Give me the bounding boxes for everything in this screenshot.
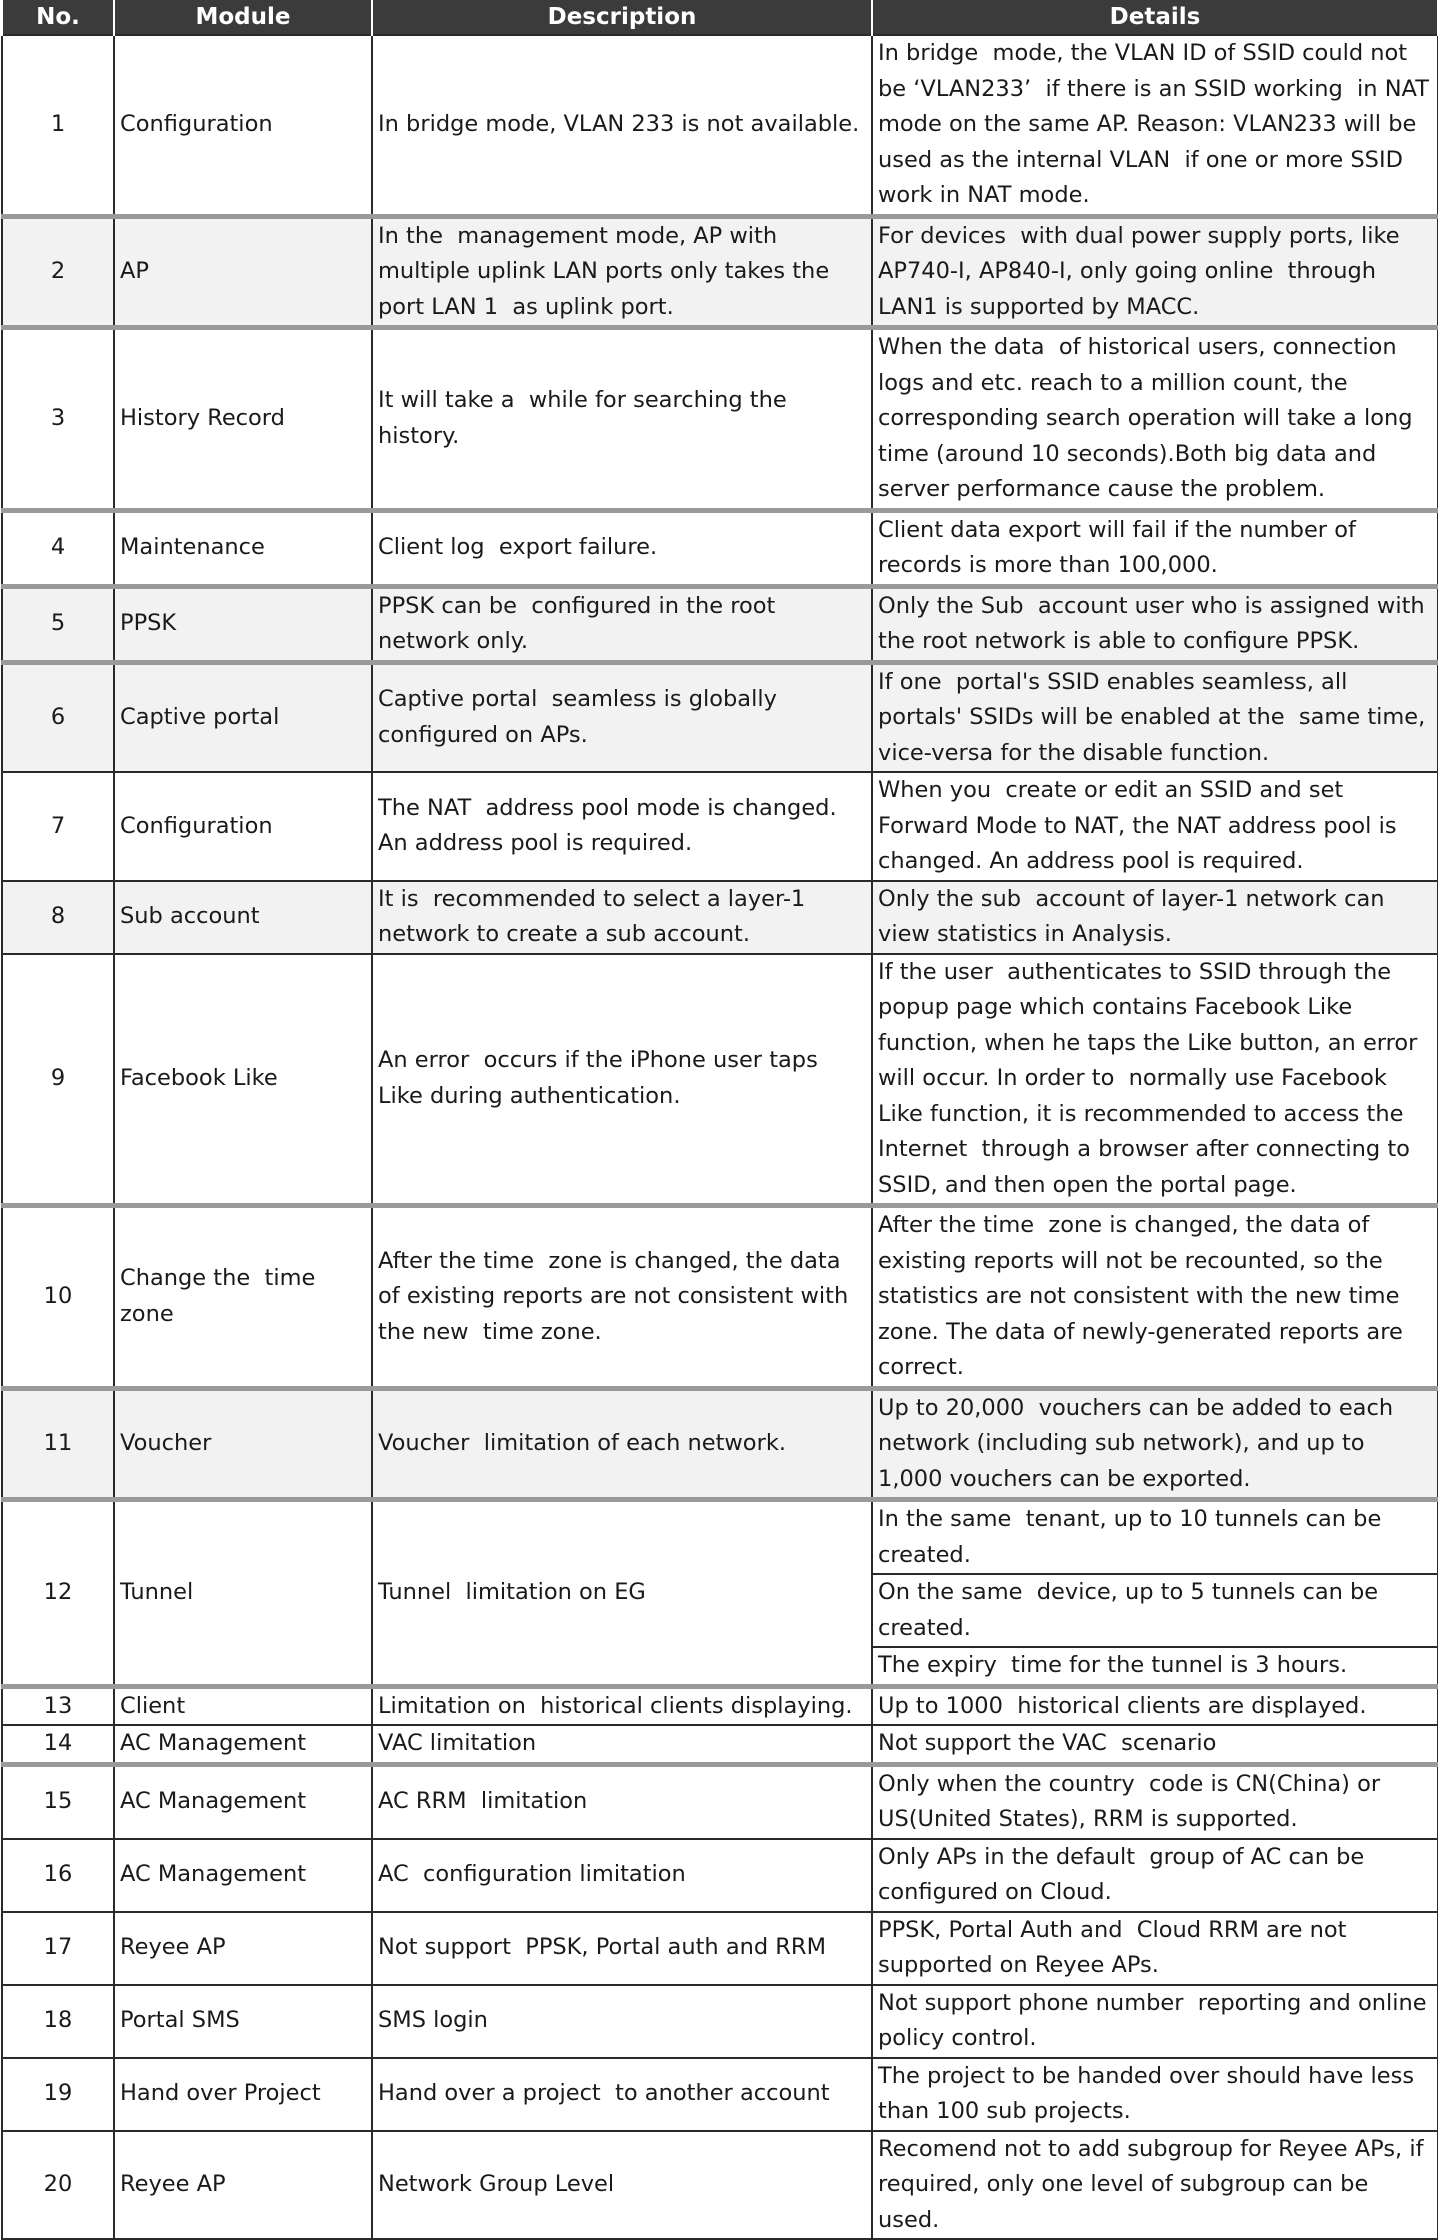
row-description: In bridge mode, VLAN 233 is not available. (372, 35, 872, 216)
row-number: 17 (2, 1912, 114, 1985)
row-number: 6 (2, 662, 114, 772)
header-module: Module (114, 0, 372, 35)
row-description: Not support PPSK, Portal auth and RRM (372, 1912, 872, 1985)
row-module: Reyee AP (114, 1912, 372, 1985)
row-number: 2 (2, 216, 114, 328)
row-module: Client (114, 1686, 372, 1725)
row-details: PPSK, Portal Auth and Cloud RRM are not supported on Reyee APs. (872, 1912, 1438, 1985)
table-row (2, 510, 1438, 586)
table-row (2, 1500, 1438, 1575)
row-description: Hand over a project to another account (372, 2058, 872, 2131)
row-module: Voucher (114, 1388, 372, 1500)
row-module: Reyee AP (114, 2131, 372, 2240)
row-details: Only the Sub account user who is assigned with the root network is able to configure PPSK. (872, 586, 1438, 662)
table-row (2, 1985, 1438, 2058)
row-details: Not support phone number reporting and online policy control. (872, 1985, 1438, 2058)
row-description: Voucher limitation of each network. (372, 1388, 872, 1500)
row-details: Recomend not to add subgroup for Reyee APs, if required, only one level of subgroup can be used. (872, 2131, 1438, 2240)
row-description: In the management mode, AP with multiple uplink LAN ports only takes the port LAN 1 as uplink port. (372, 216, 872, 328)
row-module: Tunnel (114, 1500, 372, 1687)
row-number: 10 (2, 1206, 114, 1389)
row-number: 1 (2, 35, 114, 216)
row-details: The project to be handed over should have less than 100 sub projects. (872, 2058, 1438, 2131)
row-number: 20 (2, 2131, 114, 2240)
row-number: 11 (2, 1388, 114, 1500)
header-row (2, 0, 1438, 35)
row-number: 8 (2, 881, 114, 954)
row-details: In bridge mode, the VLAN ID of SSID could not be ‘VLAN233’ if there is an SSID working in NAT mode on the same AP. Reason: VLAN233 will be used as the internal VLAN if one or more SSID work in NAT mode. (872, 35, 1438, 216)
row-module: History Record (114, 328, 372, 511)
row-description: It is recommended to select a layer-1 network to create a sub account. (372, 881, 872, 954)
table-row (2, 1388, 1438, 1500)
table-row (2, 2131, 1438, 2240)
row-module: AC Management (114, 1725, 372, 1764)
row-module: AP (114, 216, 372, 328)
table-row (2, 1206, 1438, 1389)
table-row (2, 1764, 1438, 1839)
row-module: PPSK (114, 586, 372, 662)
table-row (2, 662, 1438, 772)
row-details: When the data of historical users, connection logs and etc. reach to a million count, the corresponding search operation will take a long time (around 10 seconds).Both big data and server performance cause the problem. (872, 328, 1438, 511)
row-module: Portal SMS (114, 1985, 372, 2058)
row-details-item: In the same tenant, up to 10 tunnels can be created. (872, 1500, 1438, 1575)
row-number: 19 (2, 2058, 114, 2131)
table-row (2, 328, 1438, 511)
table-row (2, 954, 1438, 1206)
row-number: 5 (2, 586, 114, 662)
row-module: Hand over Project (114, 2058, 372, 2131)
row-description: PPSK can be configured in the root network only. (372, 586, 872, 662)
row-details: Only the sub account of layer-1 network can view statistics in Analysis. (872, 881, 1438, 954)
table-row (2, 1839, 1438, 1912)
row-module: Sub account (114, 881, 372, 954)
table-header (2, 0, 1438, 35)
row-module: Configuration (114, 35, 372, 216)
row-number: 12 (2, 1500, 114, 1687)
table-row (2, 35, 1438, 216)
row-details: Up to 1000 historical clients are displayed. (872, 1686, 1438, 1725)
row-number: 18 (2, 1985, 114, 2058)
header-description: Description (372, 0, 872, 35)
row-description: AC configuration limitation (372, 1839, 872, 1912)
row-number: 7 (2, 772, 114, 881)
row-details: If the user authenticates to SSID through the popup page which contains Facebook Like function, when he taps the Like button, an error will occur. In order to normally use Facebook Like function, it is recommended to access the Internet through a browser after connecting to SSID, and then open the portal page. (872, 954, 1438, 1206)
row-details: Not support the VAC scenario (872, 1725, 1438, 1764)
row-module: Captive portal (114, 662, 372, 772)
row-number: 4 (2, 510, 114, 586)
row-details: When you create or edit an SSID and set Forward Mode to NAT, the NAT address pool is changed. An address pool is required. (872, 772, 1438, 881)
row-description: VAC limitation (372, 1725, 872, 1764)
row-number: 9 (2, 954, 114, 1206)
row-module: Configuration (114, 772, 372, 881)
row-number: 13 (2, 1686, 114, 1725)
row-description: Captive portal seamless is globally configured on APs. (372, 662, 872, 772)
row-details: After the time zone is changed, the data of existing reports will not be recounted, so the statistics are not consistent with the new time zone. The data of newly-generated reports are correct. (872, 1206, 1438, 1389)
row-description: AC RRM limitation (372, 1764, 872, 1839)
row-details: For devices with dual power supply ports, like AP740-I, AP840-I, only going online through LAN1 is supported by MACC. (872, 216, 1438, 328)
row-details: Only when the country code is CN(China) or US(United States), RRM is supported. (872, 1764, 1438, 1839)
limitations-table (1, 0, 1438, 2240)
row-number: 15 (2, 1764, 114, 1839)
row-description: An error occurs if the iPhone user taps Like during authentication. (372, 954, 872, 1206)
table-row (2, 1686, 1438, 1725)
row-description: Network Group Level (372, 2131, 872, 2240)
row-module: AC Management (114, 1839, 372, 1912)
table-row (2, 2058, 1438, 2131)
table-row (2, 772, 1438, 881)
table-row (2, 1725, 1438, 1764)
row-description: Limitation on historical clients displaying. (372, 1686, 872, 1725)
table-row (2, 216, 1438, 328)
row-description: After the time zone is changed, the data of existing reports are not consistent with the new time zone. (372, 1206, 872, 1389)
row-details: Client data export will fail if the number of records is more than 100,000. (872, 510, 1438, 586)
row-details: If one portal's SSID enables seamless, all portals' SSIDs will be enabled at the same time, vice-versa for the disable function. (872, 662, 1438, 772)
row-module: Facebook Like (114, 954, 372, 1206)
row-number: 16 (2, 1839, 114, 1912)
row-module: Change the time zone (114, 1206, 372, 1389)
row-details-item: On the same device, up to 5 tunnels can be created. (872, 1574, 1438, 1647)
row-details: Up to 20,000 vouchers can be added to each network (including sub network), and up to 1,000 vouchers can be exported. (872, 1388, 1438, 1500)
row-module: Maintenance (114, 510, 372, 586)
header-details: Details (872, 0, 1438, 35)
table-body (2, 35, 1438, 2239)
row-number: 3 (2, 328, 114, 511)
row-details: Only APs in the default group of AC can be configured on Cloud. (872, 1839, 1438, 1912)
row-description: The NAT address pool mode is changed. An address pool is required. (372, 772, 872, 881)
row-description: Tunnel limitation on EG (372, 1500, 872, 1687)
table-row (2, 586, 1438, 662)
row-description: SMS login (372, 1985, 872, 2058)
table-row (2, 881, 1438, 954)
table-row (2, 1912, 1438, 1985)
row-number: 14 (2, 1725, 114, 1764)
row-description: Client log export failure. (372, 510, 872, 586)
row-details-item: The expiry time for the tunnel is 3 hours. (872, 1647, 1438, 1686)
header-no: No. (2, 0, 114, 35)
row-description: It will take a while for searching the history. (372, 328, 872, 511)
row-module: AC Management (114, 1764, 372, 1839)
